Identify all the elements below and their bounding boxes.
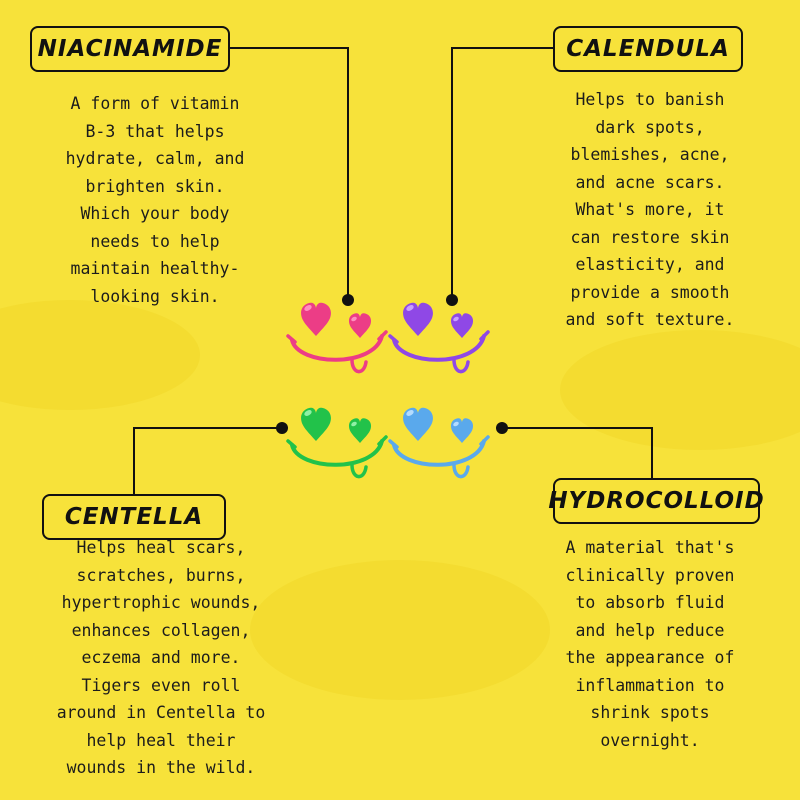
tongue [352, 465, 366, 477]
description-niacinamide: A form of vitamin B-3 that helps hydrate, calm, and brighten skin. Which your body needs to help maintain healthy- looking skin. [65, 94, 245, 306]
description-centella: Helps heal scars, scratches, burns, hypertrophic wounds, enhances collagen, eczema and more. Tigers even roll around in Centella to help heal their wounds in the wild. [56, 538, 266, 777]
description-hydrocolloid: A material that's clinically proven to absorb fluid and help reduce the appearance of inflammation to shrink spots overnight. [565, 538, 735, 750]
smile-cheek [390, 441, 397, 447]
smile-mouth [394, 336, 484, 360]
heart-eyes-smiley-icon [288, 408, 386, 477]
smile-cheek [481, 437, 488, 444]
smile-mouth [292, 336, 382, 360]
smile-cheek [288, 336, 295, 342]
smile-cheek [379, 332, 386, 339]
heart-eye-icon [451, 418, 473, 443]
smile-mouth [394, 441, 484, 465]
smile-mouth [292, 441, 382, 465]
heart-eye-icon [451, 313, 473, 338]
description-calendula: Helps to banish dark spots, blemishes, acne, and acne scars. What's more, it can restore skin elasticity, and provide a smooth and soft texture. [565, 90, 735, 329]
tongue [454, 360, 468, 372]
heart-eye-icon [349, 418, 371, 443]
smile-cheek [379, 437, 386, 444]
heart-eyes-smiley-icon [288, 303, 386, 372]
smile-cheek [390, 336, 397, 342]
tongue [352, 360, 366, 372]
smile-cheek [481, 332, 488, 339]
tongue [454, 465, 468, 477]
heart-eyes-smiley-icon [390, 408, 488, 477]
ingredient-name: NIACINAMIDE [37, 36, 223, 62]
ingredient-name: CALENDULA [566, 36, 730, 62]
heart-eyes-smiley-icon [390, 303, 488, 372]
ingredient-name: HYDROCOLLOID [548, 488, 765, 514]
smile-cheek [288, 441, 295, 447]
ingredient-name: CENTELLA [64, 504, 204, 530]
heart-eye-icon [349, 313, 371, 338]
